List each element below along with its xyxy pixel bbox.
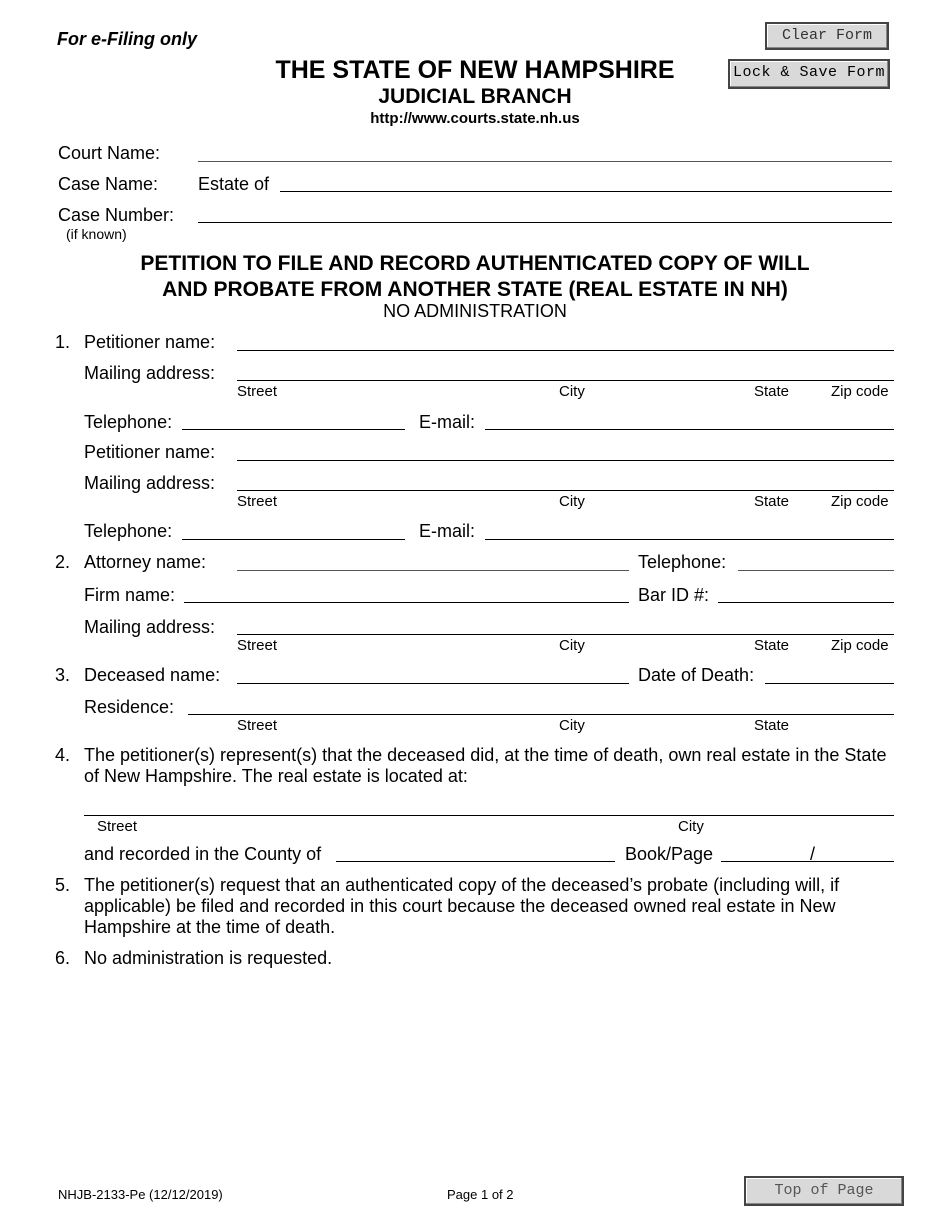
residence-field[interactable]: [188, 694, 894, 716]
state-title: THE STATE OF NEW HAMPSHIRE: [275, 56, 675, 84]
case-name-field[interactable]: [280, 171, 892, 193]
street-caption: Street: [237, 637, 278, 654]
street-caption: Street: [237, 717, 278, 734]
street-caption: Street: [237, 493, 278, 510]
petition-title-line1: PETITION TO FILE AND RECORD AUTHENTICATED COPY OF WILL: [140, 252, 810, 275]
item-number-4: 4.: [55, 745, 71, 765]
residence-label: Residence:: [84, 697, 175, 717]
firm-name-label: Firm name:: [84, 585, 176, 605]
bar-id-field[interactable]: [718, 582, 894, 604]
attorney-telephone-label: Telephone:: [638, 552, 727, 572]
page-number: Page 1 of 2: [447, 1187, 514, 1202]
petition-subtitle: NO ADMINISTRATION: [383, 301, 567, 321]
case-number-label: Case Number:: [58, 205, 175, 225]
zip-caption: Zip code: [831, 637, 889, 654]
court-name-field[interactable]: [198, 140, 892, 162]
top-of-page-button[interactable]: Top of Page: [744, 1176, 904, 1206]
petitioner2-name-label: Petitioner name:: [84, 442, 216, 462]
city-caption: City: [559, 383, 585, 400]
street-caption: Street: [97, 818, 138, 835]
efiling-note: For e-Filing only: [57, 29, 197, 49]
estate-of-label: Estate of: [198, 174, 270, 194]
mailing-address2-label: Mailing address:: [84, 473, 216, 493]
case-name-label: Case Name:: [58, 174, 159, 194]
attorney-name-label: Attorney name:: [84, 552, 207, 572]
state-caption: State: [754, 637, 790, 654]
court-name-label: Court Name:: [58, 143, 161, 163]
paragraph-4: The petitioner(s) represent(s) that the deceased did, at the time of death, own real estate in the State of New Hampshire. The real estate is located at:: [84, 745, 887, 786]
item-number-1: 1.: [55, 332, 71, 352]
telephone2-field[interactable]: [182, 518, 405, 540]
petition-title-line2: AND PROBATE FROM ANOTHER STATE (REAL ESTATE IN NH): [162, 278, 788, 301]
telephone-label: Telephone:: [84, 412, 173, 432]
attorney-name-field[interactable]: [237, 549, 629, 571]
email2-field[interactable]: [485, 518, 894, 540]
deceased-name-field[interactable]: [237, 662, 629, 684]
item-number-2: 2.: [55, 552, 71, 572]
paragraph-5: The petitioner(s) request that an authenticated copy of the deceased’s probate (including will, if applicable) be filed and recorded in this court because the deceased owned real estate in New Hampshire at the time of death.: [84, 875, 840, 937]
real-estate-field[interactable]: [84, 795, 894, 817]
item-number-6: 6.: [55, 948, 71, 968]
firm-name-field[interactable]: [184, 582, 629, 604]
city-caption: City: [559, 493, 585, 510]
bar-id-label: Bar ID #:: [638, 585, 710, 605]
email-field[interactable]: [485, 409, 894, 431]
attorney-telephone-field[interactable]: [738, 549, 894, 571]
attorney-mailing-field[interactable]: [237, 614, 894, 636]
page-field[interactable]: [822, 841, 894, 863]
zip-caption: Zip code: [831, 383, 889, 400]
if-known-note: (if known): [66, 226, 127, 242]
book-field[interactable]: [721, 841, 805, 863]
state-caption: State: [754, 383, 790, 400]
mailing-address2-field[interactable]: [237, 470, 894, 492]
email2-label: E-mail:: [419, 521, 476, 541]
lock-save-form-button[interactable]: Lock & Save Form: [728, 59, 890, 89]
clear-form-button[interactable]: Clear Form: [765, 22, 889, 50]
attorney-mailing-label: Mailing address:: [84, 617, 216, 637]
mailing-address-field[interactable]: [237, 360, 894, 382]
mailing-address-label: Mailing address:: [84, 363, 216, 383]
branch-title: JUDICIAL BRANCH: [378, 85, 572, 108]
city-caption: City: [559, 637, 585, 654]
street-caption: Street: [237, 383, 278, 400]
book-page-label: Book/Page: [625, 844, 714, 864]
date-of-death-field[interactable]: [765, 662, 894, 684]
email-label: E-mail:: [419, 412, 476, 432]
court-url: http://www.courts.state.nh.us: [370, 110, 580, 127]
telephone-field[interactable]: [182, 409, 405, 431]
item-number-3: 3.: [55, 665, 71, 685]
state-caption: State: [754, 717, 790, 734]
city-caption: City: [559, 717, 585, 734]
paragraph-6: No administration is requested.: [84, 948, 333, 968]
book-page-separator: /: [810, 844, 816, 864]
telephone2-label: Telephone:: [84, 521, 173, 541]
state-caption: State: [754, 493, 790, 510]
item-number-5: 5.: [55, 875, 71, 895]
date-of-death-label: Date of Death:: [638, 665, 755, 685]
petitioner-name-label: Petitioner name:: [84, 332, 216, 352]
petitioner-name-field[interactable]: [237, 329, 894, 351]
recorded-county-label: and recorded in the County of: [84, 844, 322, 864]
deceased-name-label: Deceased name:: [84, 665, 221, 685]
county-field[interactable]: [336, 841, 615, 863]
zip-caption: Zip code: [831, 493, 889, 510]
city-caption: City: [678, 818, 704, 835]
case-number-field[interactable]: [198, 202, 892, 224]
form-id: NHJB-2133-Pe (12/12/2019): [58, 1187, 223, 1202]
petitioner2-name-field[interactable]: [237, 439, 894, 461]
